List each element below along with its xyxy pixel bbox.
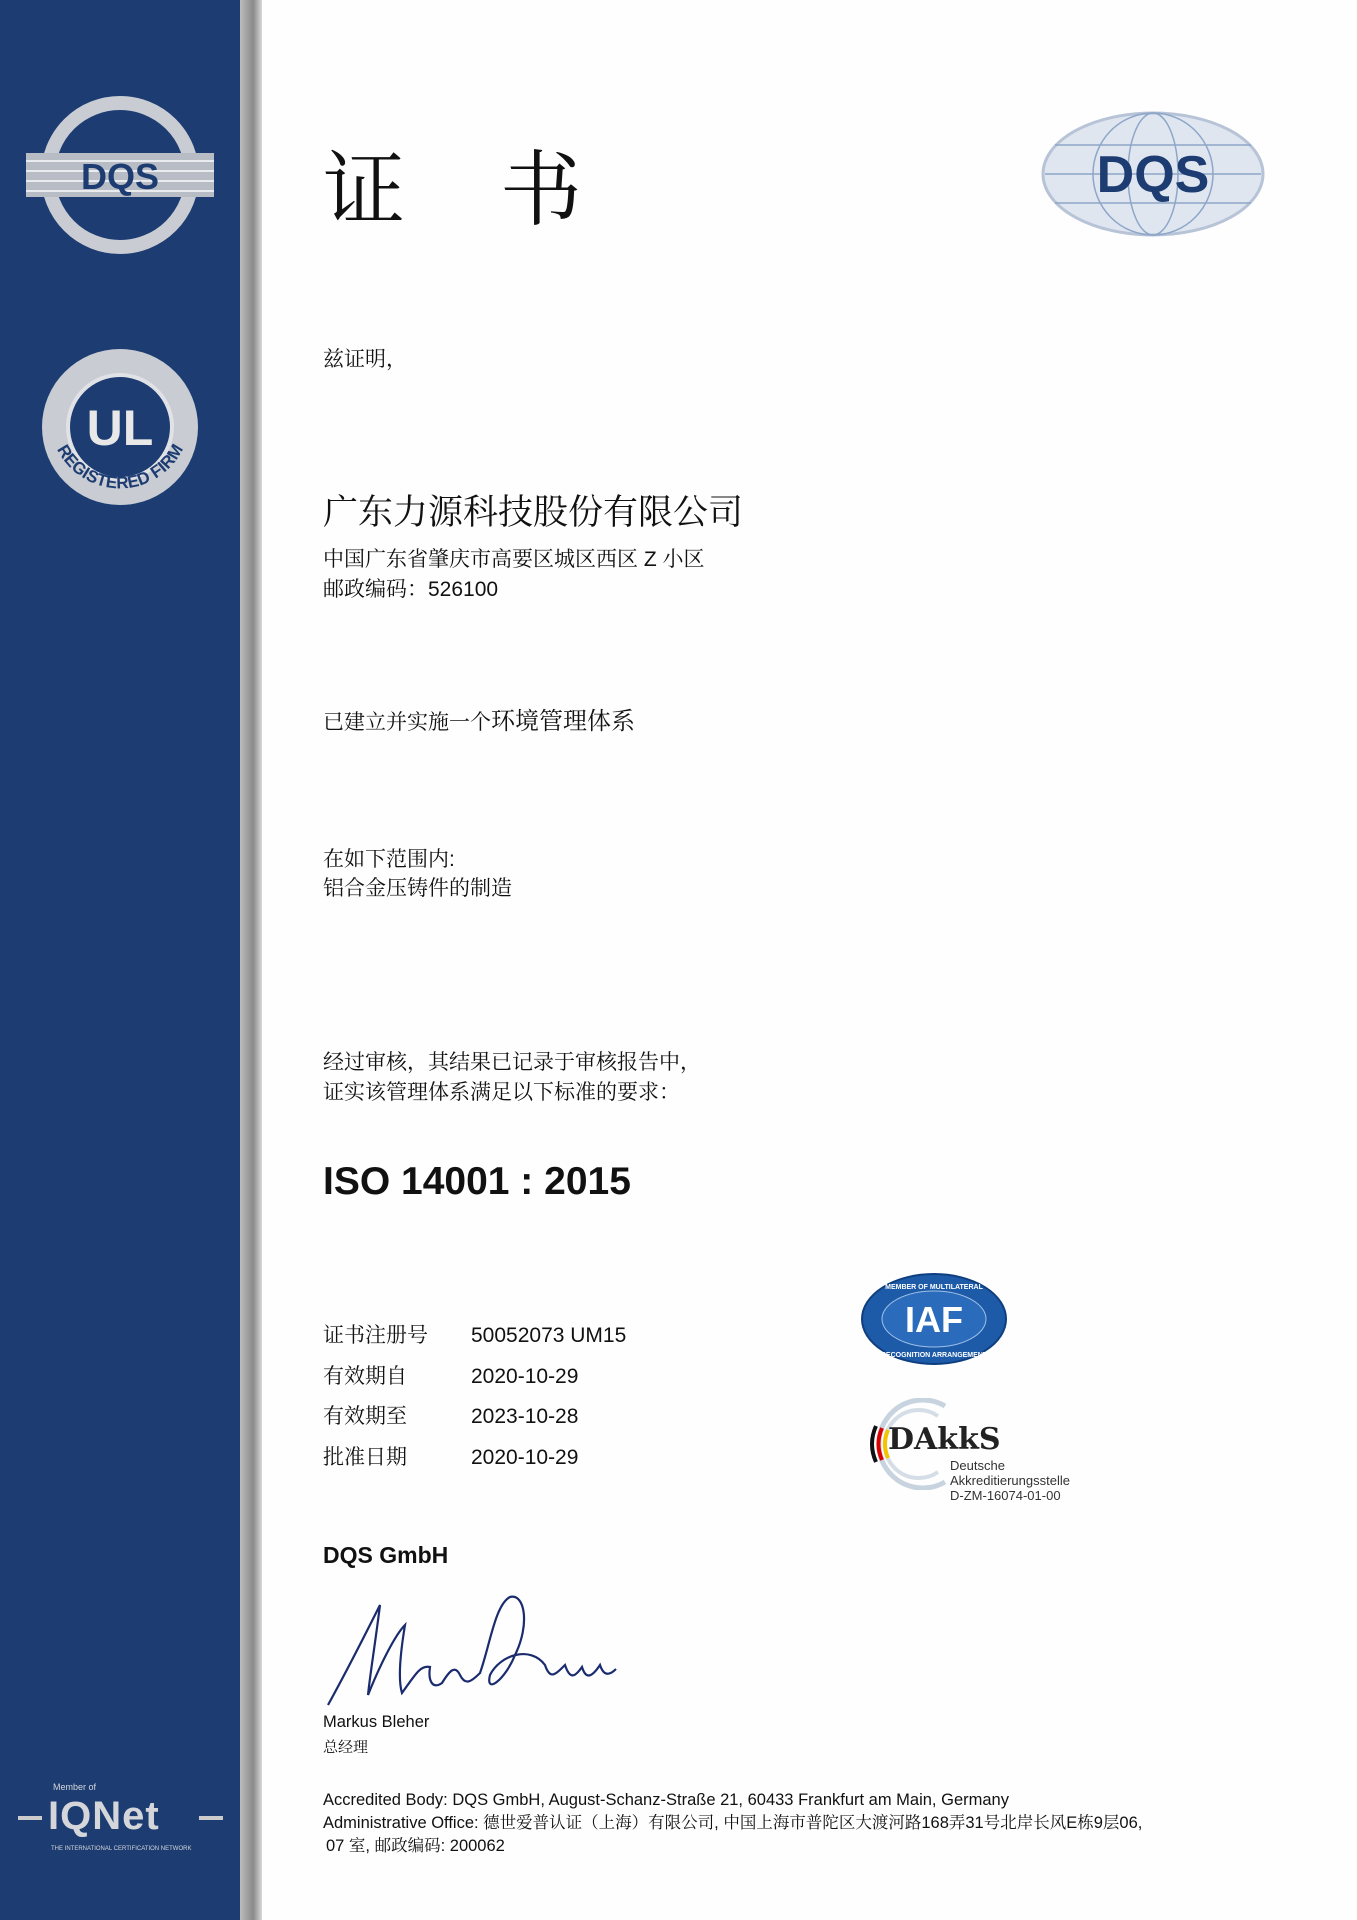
signatory-name: Markus Bleher — [323, 1713, 430, 1731]
audit-line-2: 证实该管理体系满足以下标准的要求： — [323, 1081, 680, 1104]
detail-row-registration — [323, 1319, 626, 1349]
footer-administrative-office: Administrative Office: 德世爱普认证（上海）有限公司, 中国上海市普陀区大渡河路168弄31号北岸长风E栋9层06, — [323, 1814, 1143, 1832]
certificate-title: 证书 — [323, 143, 678, 238]
company-postcode: 邮政编码：526100 — [323, 578, 499, 601]
detail-row-valid-to — [323, 1400, 578, 1430]
sidebar-band — [0, 0, 240, 1920]
standard-name: ISO 14001 : 2015 — [323, 1160, 631, 1203]
detail-label: 批准日期 — [323, 1446, 407, 1469]
detail-value: 2020-10-29 — [471, 1365, 579, 1388]
dqs-globe-logo — [1040, 110, 1266, 238]
sidebar-stripe — [240, 0, 262, 1920]
dakks-logo: DAkkS Deutsche Akkreditierungsstelle D-ZM-16074-01-00 — [860, 1398, 1090, 1508]
dqs-sidebar-logo — [22, 95, 218, 255]
svg-text:REGISTERED FIRM: REGISTERED FIRM — [53, 440, 187, 493]
svg-text:UL: UL — [86, 400, 154, 456]
detail-label: 证书注册号 — [323, 1324, 428, 1347]
ul-registered-firm-logo — [38, 345, 203, 510]
system-prefix: 已建立并实施一个 — [323, 711, 491, 734]
signatory-role: 总经理 — [323, 1739, 369, 1756]
svg-text:DQS: DQS — [1096, 146, 1210, 204]
audit-line-1: 经过审核，其结果已记录于审核报告中， — [323, 1051, 701, 1074]
svg-text:MEMBER OF MULTILATERAL: MEMBER OF MULTILATERAL — [885, 1284, 983, 1291]
dakks-line-1: Deutsche — [950, 1458, 1005, 1473]
scope-text: 铝合金压铸件的制造 — [323, 877, 512, 900]
footer-accredited-body: Accredited Body: DQS GmbH, August-Schanz-Straße 21, 60433 Frankfurt am Main, Germany — [323, 1791, 1009, 1809]
company-address: 中国广东省肇庆市高要区城区西区 Z 小区 — [323, 548, 705, 571]
dakks-line-3: D-ZM-16074-01-00 — [950, 1488, 1061, 1503]
svg-text:RECOGNITION ARRANGEMENT: RECOGNITION ARRANGEMENT — [880, 1352, 988, 1359]
iqnet-logo: Member of IQNet THE INTERNATIONAL CERTIFICATION NETWORK — [18, 1780, 223, 1860]
detail-label: 有效期自 — [323, 1365, 407, 1388]
detail-label: 有效期至 — [323, 1405, 407, 1428]
detail-value: 2020-10-29 — [471, 1446, 579, 1469]
detail-row-approval-date — [323, 1441, 578, 1471]
svg-text:IAF: IAF — [905, 1299, 963, 1340]
scope-label: 在如下范围内: — [323, 848, 455, 871]
detail-value: 50052073 UM15 — [471, 1324, 627, 1347]
dakks-line-2: Akkreditierungsstelle — [950, 1473, 1070, 1488]
issuer-company: DQS GmbH — [323, 1542, 449, 1568]
footer-administrative-office-cont: 07 室, 邮政编码: 200062 — [326, 1837, 505, 1855]
system-name: 环境管理体系 — [491, 708, 635, 735]
signature — [320, 1585, 620, 1715]
detail-row-valid-from — [323, 1360, 578, 1390]
intro-text: 兹证明， — [323, 348, 407, 371]
iaf-logo — [860, 1272, 1008, 1366]
company-name: 广东力源科技股份有限公司 — [323, 493, 744, 532]
detail-value: 2023-10-28 — [471, 1405, 579, 1428]
svg-text:DQS: DQS — [80, 156, 160, 197]
system-statement — [323, 708, 635, 737]
